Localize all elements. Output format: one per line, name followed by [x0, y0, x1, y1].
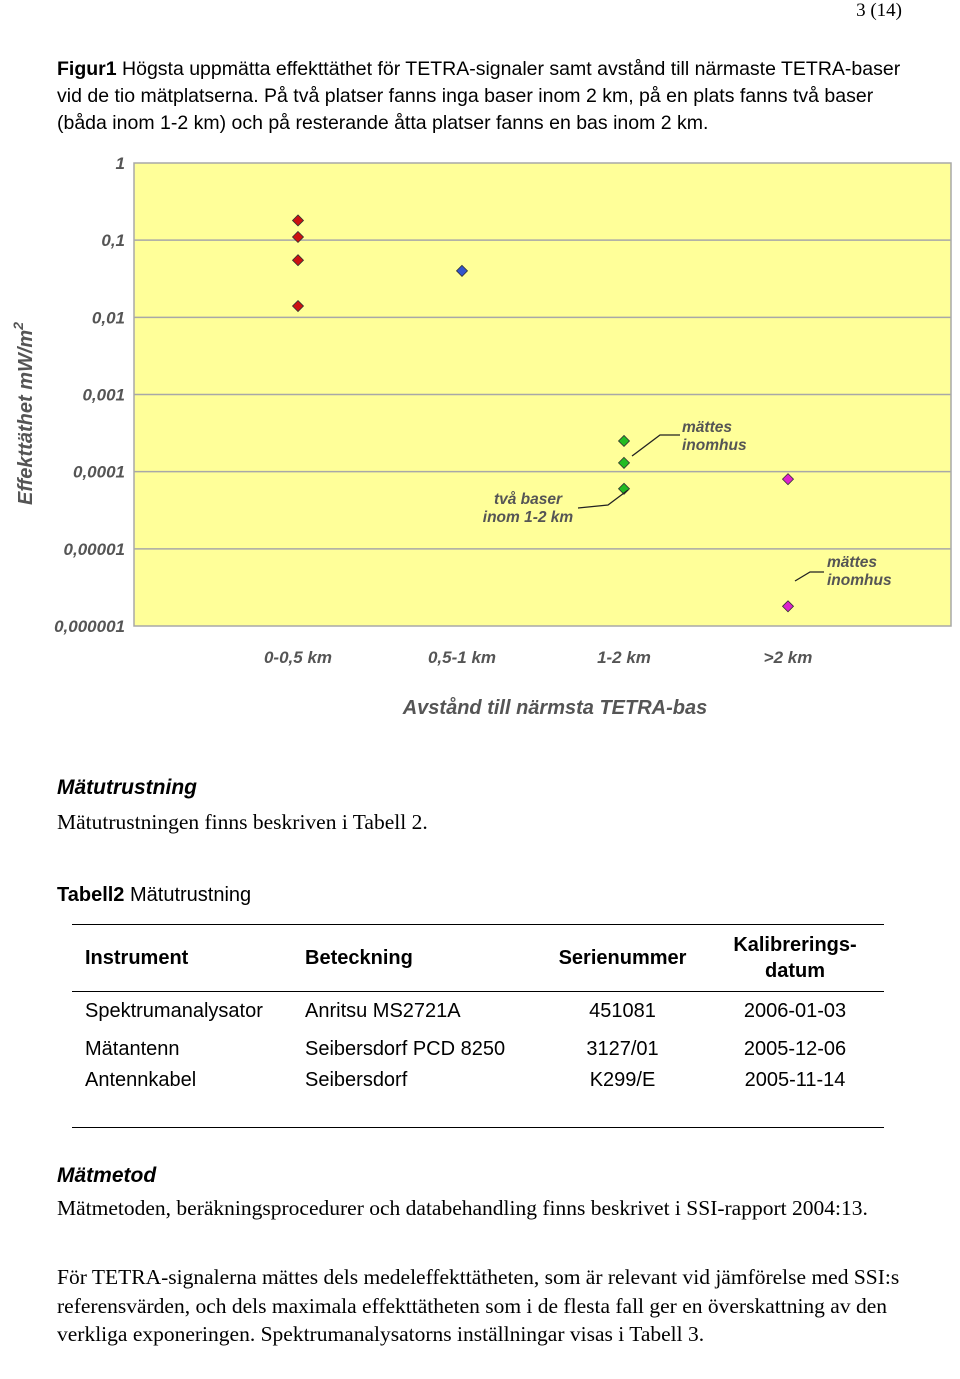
annotation-line: två baser	[493, 491, 563, 508]
matutrustning-text: Mätutrustningen finns beskriven i Tabell 2.	[57, 810, 428, 834]
y-axis-title-text: Effekttäthet mW/m	[15, 329, 37, 505]
table-label: Tabell2	[57, 884, 125, 906]
cell-kalibreringsdatum: 2006-01-03	[743, 999, 847, 1022]
header-serienummer: Serienummer	[539, 925, 706, 992]
x-axis-title: Avstånd till närmsta TETRA-bas	[402, 697, 708, 719]
figure-caption	[57, 56, 907, 137]
x-tick-label: >2 km	[763, 648, 813, 667]
cell-instrument: Spektrumanalysator	[85, 999, 263, 1022]
table-row	[72, 1069, 884, 1128]
header-kalibreringsdatum	[706, 925, 884, 992]
cell-serienummer: K299/E	[539, 1069, 706, 1128]
page-number: 3 (14)	[856, 0, 902, 21]
x-tick-label: 1-2 km	[597, 648, 651, 667]
cell-kalibreringsdatum: 2005-11-14	[706, 1069, 884, 1128]
matmetod-paragraph-2: För TETRA-signalerna mättes dels medeleffekttätheten, som är relevant vid jämförelse med SSI:s referensvärden, och dels maximala effekttätheten som i de flesta fall ger en överskattning av den verkliga exponeringen. Spektrumanalysatorns inställningar visas i Tabell 3.	[57, 1265, 900, 1346]
y-tick-label: 0,0001	[73, 462, 125, 482]
figure-caption-text: Högsta uppmätta effekttäthet för TETRA-signaler samt avstånd till närmaste TETRA-baser vid de tio mätplatserna. På två platser fanns inga baser inom 2 km, på en plats fanns två baser (båda inom 1-2 km) och på resterande åtta platser fanns en bas inom 2 km.	[57, 58, 901, 134]
matmetod-paragraph-1: Mätmetoden, beräkningsprocedurer och databehandling finns beskrivet i SSI-rapport 2004:13.	[57, 1196, 868, 1220]
section-heading-matutrustning: Mätutrustning	[57, 776, 197, 799]
x-tick-label: 0-0,5 km	[263, 648, 333, 667]
cell-beteckning: Anritsu MS2721A	[305, 999, 461, 1022]
table-caption	[57, 884, 251, 907]
cell-kalibreringsdatum: 2005-12-06	[743, 1038, 847, 1061]
annotation-line: mättes	[827, 554, 877, 571]
header-datum: datum	[765, 960, 825, 982]
table-title: Mätutrustning	[124, 884, 252, 906]
y-tick-label: 0,1	[101, 231, 125, 251]
cell-serienummer: 451081	[589, 999, 656, 1022]
y-tick-label: 0,000001	[54, 617, 125, 636]
y-tick-label: 0,00001	[63, 539, 125, 559]
x-tick-label: 0,5-1 km	[427, 648, 497, 667]
y-tick-label: 0,01	[91, 308, 125, 328]
header-beteckning: Beteckning	[305, 925, 539, 992]
annotation-label	[483, 491, 574, 526]
table-row	[72, 992, 884, 1031]
annotation-line: mättes	[682, 419, 732, 436]
annotation-line: inom 1-2 km	[482, 509, 574, 526]
header-kalibrerings: Kalibrerings-	[733, 934, 857, 956]
annotation-line: inomhus	[682, 437, 747, 454]
y-axis-title-superscript: 2	[10, 321, 26, 330]
equipment-table	[72, 924, 884, 1128]
table-header-row	[72, 925, 884, 992]
cell-instrument: Antennkabel	[72, 1069, 305, 1128]
table-row	[72, 1031, 884, 1070]
figure-label: Figur1	[57, 58, 117, 80]
annotation-line: inomhus	[827, 572, 892, 589]
y-axis-title	[10, 322, 37, 505]
cell-serienummer: 3127/01	[586, 1038, 659, 1061]
y-tick-label: 0,001	[82, 385, 125, 405]
scatter-chart	[0, 150, 960, 730]
section-heading-matmetod: Mätmetod	[57, 1164, 157, 1187]
cell-instrument: Mätantenn	[85, 1038, 180, 1061]
cell-beteckning: Seibersdorf PCD 8250	[305, 1038, 506, 1061]
y-tick-label: 1	[115, 154, 125, 173]
header-instrument: Instrument	[72, 925, 305, 992]
cell-beteckning: Seibersdorf	[305, 1069, 539, 1128]
